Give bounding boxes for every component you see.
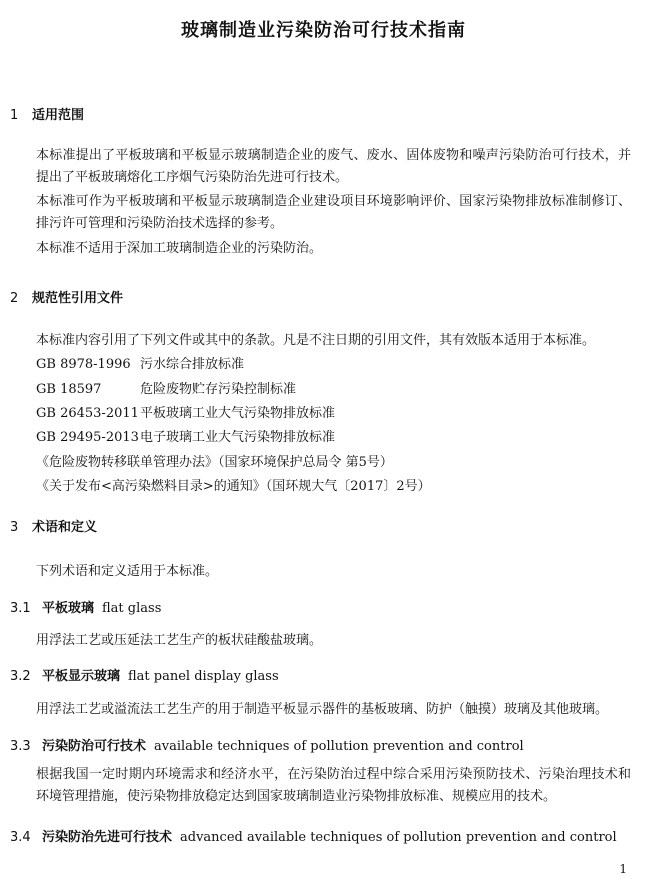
term-number: 3.1 xyxy=(10,601,31,616)
reference-item xyxy=(36,426,335,445)
paragraph: 本标准可作为平板玻璃和平板显示玻璃制造企业建设项目环境影响评价、国家污染物排放标准制修订、排污许可管理和污染防治技术选择的参考。 xyxy=(36,194,631,231)
term-definition: 用浮法工艺或溢流法工艺生产的用于制造平板显示器件的基板玻璃、防护（触摸）玻璃及其他玻璃。 xyxy=(36,702,609,717)
section-title: 规范性引用文件 xyxy=(32,291,124,306)
term-english: flat glass xyxy=(102,601,162,616)
term-3-1 xyxy=(10,597,161,616)
term-english: flat panel display glass xyxy=(128,669,279,684)
page-number: 1 xyxy=(619,862,627,876)
reference-item xyxy=(36,402,335,421)
reference-code: GB 26453-2011 xyxy=(36,406,139,421)
reference-item xyxy=(36,353,244,372)
term-number: 3.3 xyxy=(10,739,31,754)
term-number: 3.2 xyxy=(10,669,31,684)
term-definition: 用浮法工艺或压延法工艺生产的板状硅酸盐玻璃。 xyxy=(36,633,323,648)
term-name: 污染防治可行技术 xyxy=(42,739,147,754)
reference-document: 《关于发布<高污染燃料目录>的通知》（国环规大气〔2017〕2号） xyxy=(36,479,431,494)
term-3-2 xyxy=(10,665,279,684)
section-title: 术语和定义 xyxy=(32,520,98,535)
reference-title: 平板玻璃工业大气污染物排放标准 xyxy=(140,406,336,421)
reference-title: 危险废物贮存污染控制标准 xyxy=(140,382,297,397)
section-2-heading xyxy=(10,287,123,306)
term-name: 平板玻璃 xyxy=(42,601,95,616)
reference-code: GB 8978-1996 xyxy=(36,357,131,372)
paragraph: 本标准内容引用了下列文件或其中的条款。凡是不注日期的引用文件，其有效版本适用于本标准。 xyxy=(36,333,596,348)
term-english: advanced available techniques of pollution prevention and control xyxy=(180,830,617,845)
section-1-heading xyxy=(10,104,84,123)
term-english: available techniques of pollution prevention and control xyxy=(154,739,524,754)
term-name: 平板显示玻璃 xyxy=(42,669,121,684)
section-title: 适用范围 xyxy=(32,108,85,123)
paragraph: 本标准不适用于深加工玻璃制造企业的污染防治。 xyxy=(36,241,323,256)
term-number: 3.4 xyxy=(10,830,31,845)
reference-code: GB 18597 xyxy=(36,382,102,397)
reference-title: 电子玻璃工业大气污染物排放标准 xyxy=(140,430,336,445)
paragraph: 下列术语和定义适用于本标准。 xyxy=(36,564,219,579)
term-name: 污染防治先进可行技术 xyxy=(42,830,173,845)
reference-title: 污水综合排放标准 xyxy=(140,357,245,372)
section-number: 1 xyxy=(10,108,19,123)
term-definition: 根据我国一定时期内环境需求和经济水平，在污染防治过程中综合采用污染预防技术、污染治理技术和环境管理措施，使污染物排放稳定达到国家玻璃制造业污染物排放标准、规模应用的技术。 xyxy=(36,767,631,804)
term-3-4 xyxy=(10,826,617,845)
paragraph: 本标准提出了平板玻璃和平板显示玻璃制造企业的废气、废水、固体废物和噪声污染防治可行技术，并提出了平板玻璃熔化工序烟气污染防治先进可行技术。 xyxy=(36,148,631,185)
section-3-heading xyxy=(10,516,97,535)
page-title: 玻璃制造业污染防治可行技术指南 xyxy=(181,20,466,41)
reference-document: 《危险废物转移联单管理办法》（国家环境保护总局令 第5号） xyxy=(36,455,393,470)
term-3-3 xyxy=(10,735,524,754)
section-number: 2 xyxy=(10,291,19,306)
reference-code: GB 29495-2013 xyxy=(36,430,139,445)
reference-item xyxy=(36,378,296,397)
section-number: 3 xyxy=(10,520,19,535)
